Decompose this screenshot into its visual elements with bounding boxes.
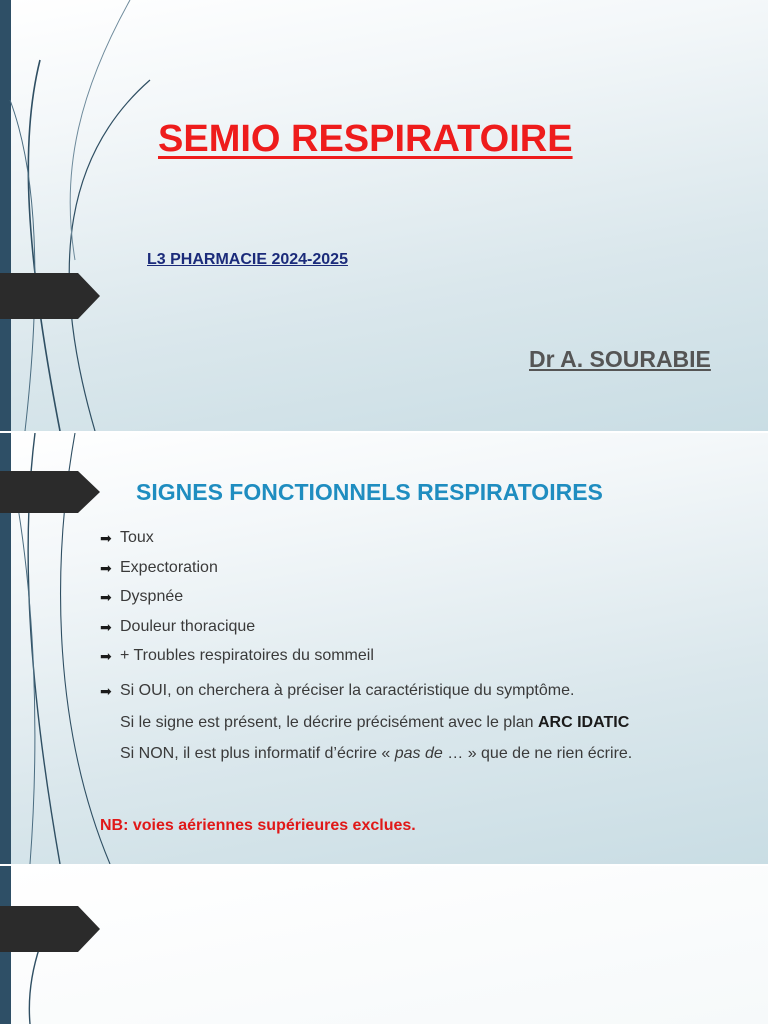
arrow-tab-decoration xyxy=(0,906,100,952)
arrow-bullet-icon: ➡ xyxy=(100,648,112,664)
list-item: ➡ Douleur thoracique xyxy=(100,616,740,646)
detail-block xyxy=(100,680,740,775)
symptom-list xyxy=(100,527,740,675)
list-item: ➡ Toux xyxy=(100,527,740,557)
arrow-tab-decoration xyxy=(0,273,100,319)
slide-title-heading: SEMIO RESPIRATOIRE xyxy=(158,118,573,160)
list-item: ➡ Dyspnée xyxy=(100,586,740,616)
arrow-bullet-icon: ➡ xyxy=(100,559,112,576)
arrow-tab-decoration xyxy=(0,471,100,513)
slide-next xyxy=(0,866,768,1024)
arrow-bullet-icon: ➡ xyxy=(100,530,112,546)
course-subtitle: L3 PHARMACIE 2024-2025 xyxy=(147,251,348,268)
detail-line-non: Si NON, il est plus informatif d’écrire « pas de … » que de ne rien écrire. xyxy=(120,745,633,762)
arrow-bullet-icon: ➡ xyxy=(100,683,112,699)
slide-left-bar xyxy=(0,0,11,431)
detail-line-present: Si le signe est présent, le décrire précisément avec le plan ARC IDATIC xyxy=(120,713,630,731)
arrow-bullet-icon: ➡ xyxy=(100,589,112,605)
list-item: ➡ Expectoration xyxy=(100,557,740,587)
section-heading: SIGNES FONCTIONNELS RESPIRATOIRES xyxy=(136,479,603,505)
slide-title xyxy=(0,0,768,431)
detail-line-oui: ➡ Si OUI, on cherchera à préciser la caractéristique du symptôme. xyxy=(100,680,740,712)
arrow-bullet-icon: ➡ xyxy=(100,618,112,635)
note-text: NB: voies aériennes supérieures exclues. xyxy=(100,817,416,834)
decorative-swoosh xyxy=(0,0,200,431)
list-item: ➡ + Troubles respiratoires du sommeil xyxy=(100,645,740,675)
slide-signes-fonctionnels xyxy=(0,433,768,864)
arc-idatic-label: ARC IDATIC xyxy=(538,713,630,731)
author-name: Dr A. SOURABIE xyxy=(529,346,711,372)
